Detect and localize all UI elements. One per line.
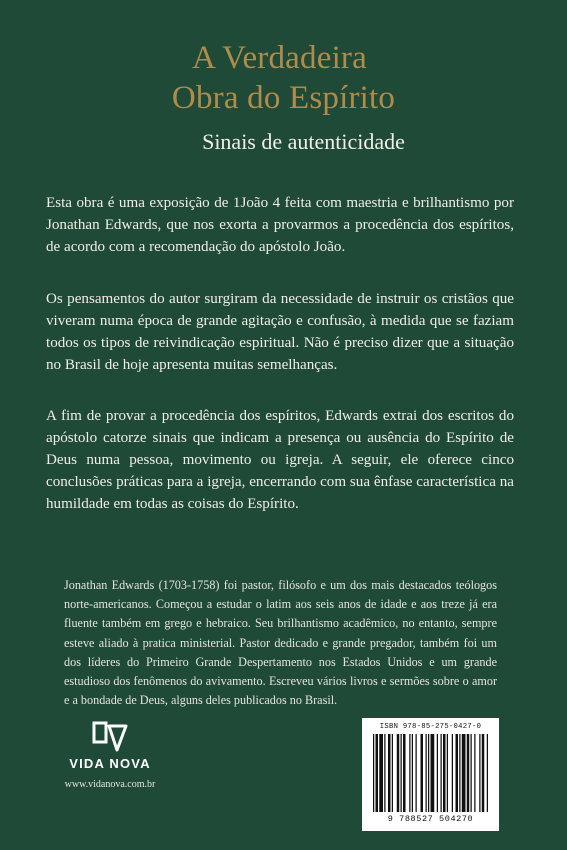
title-line-2: Obra do Espírito xyxy=(171,80,396,116)
barcode-bar xyxy=(437,734,438,812)
barcode-bar xyxy=(459,734,460,812)
publisher-logo xyxy=(56,720,164,790)
barcode-bar xyxy=(443,734,446,812)
barcode-bar xyxy=(412,734,413,812)
barcode-bar xyxy=(467,734,470,812)
description-paragraph-1: Esta obra é uma exposição de 1João 4 feita com maestria e brilhantismo por Jonathan Edwards, que nos exorta a provarmos a procedência dos espíritos, de acordo com a recomendação do apóstolo João. xyxy=(46,195,514,255)
barcode-bar xyxy=(441,734,442,812)
barcode-bar xyxy=(388,734,391,812)
publisher-name: VIDA NOVA xyxy=(69,756,151,771)
barcode-bar xyxy=(416,734,417,812)
isbn-barcode xyxy=(362,718,499,831)
publisher-url: www.vidanova.com.br xyxy=(64,779,156,790)
barcode-bar xyxy=(373,734,374,812)
barcode-bar xyxy=(392,734,393,812)
barcode-bar xyxy=(379,734,383,812)
barcode-digits: 9 788527 504270 xyxy=(387,814,474,824)
barcode-bar xyxy=(376,734,379,812)
author-bio: Jonathan Edwards (1703-1758) foi pastor, filósofo e um dos mais destacados teólogos norte-americanos. Começou a estudar o latim aos seis anos de idade e aos treze já era fluente também em grego e hebraico. Seu brilhantismo acadêmico, no entanto, sempre esteve aliado à pratica ministerial. Pastor dedicado e grande pregador, também foi um dos líderes do Primeiro Grande Despertamento nos Estados Unidos e um grande estudioso dos fenômenos do avivamento. Escreveu vários livros e sermões sobre o amor e a bondade de Deus, alguns deles publicados no Brasil. xyxy=(64,578,497,708)
barcode-bar xyxy=(479,734,480,812)
barcode-bar xyxy=(474,734,475,812)
barcode-bar xyxy=(409,734,410,812)
barcode-bar xyxy=(384,734,385,812)
book-subtitle: Sinais de autenticidade xyxy=(202,129,405,154)
barcode-bars xyxy=(369,734,492,814)
vida-nova-logo-icon xyxy=(91,720,129,754)
title-line-1: A Verdadeira xyxy=(192,40,367,76)
barcode-bar xyxy=(471,734,472,812)
barcode-bar xyxy=(487,734,488,812)
barcode-bar xyxy=(397,734,400,812)
book-title xyxy=(0,38,567,118)
barcode-bar xyxy=(401,734,402,812)
description-paragraph-2: Os pensamentos do autor surgiram da necessidade de instruir os cristãos que viveram numa época de grande agitação e confusão, à medida que se faziam todos os tipos de reivindicação espiritual. Não é preciso dizer que a situação no Brasil de hoje apresenta muitas semelhanças. xyxy=(46,291,514,373)
description-paragraph-3: A fim de provar a procedência dos espíritos, Edwards extrai dos escritos do apóstolo catorze sinais que indicam a presença ou ausência do Espírito de Deus numa pessoa, movimento ou igreja. A seguir, ele oferece cinco conclusões práticas para a igreja, encerrando com sua ênfase característica na humildade em todas as coisas do Espírito. xyxy=(46,408,514,512)
barcode-bar xyxy=(428,734,429,812)
barcode-bar xyxy=(482,734,485,812)
barcode-bar xyxy=(452,734,453,812)
barcode-bar xyxy=(447,734,448,812)
barcode-bar xyxy=(426,734,427,812)
barcode-bar xyxy=(403,734,406,812)
isbn-label: ISBN 978-85-275-0427-0 xyxy=(379,723,482,731)
barcode-bar xyxy=(462,734,466,812)
barcode-bar xyxy=(431,734,435,812)
barcode-bar xyxy=(421,734,424,812)
barcode-bar xyxy=(456,734,459,812)
